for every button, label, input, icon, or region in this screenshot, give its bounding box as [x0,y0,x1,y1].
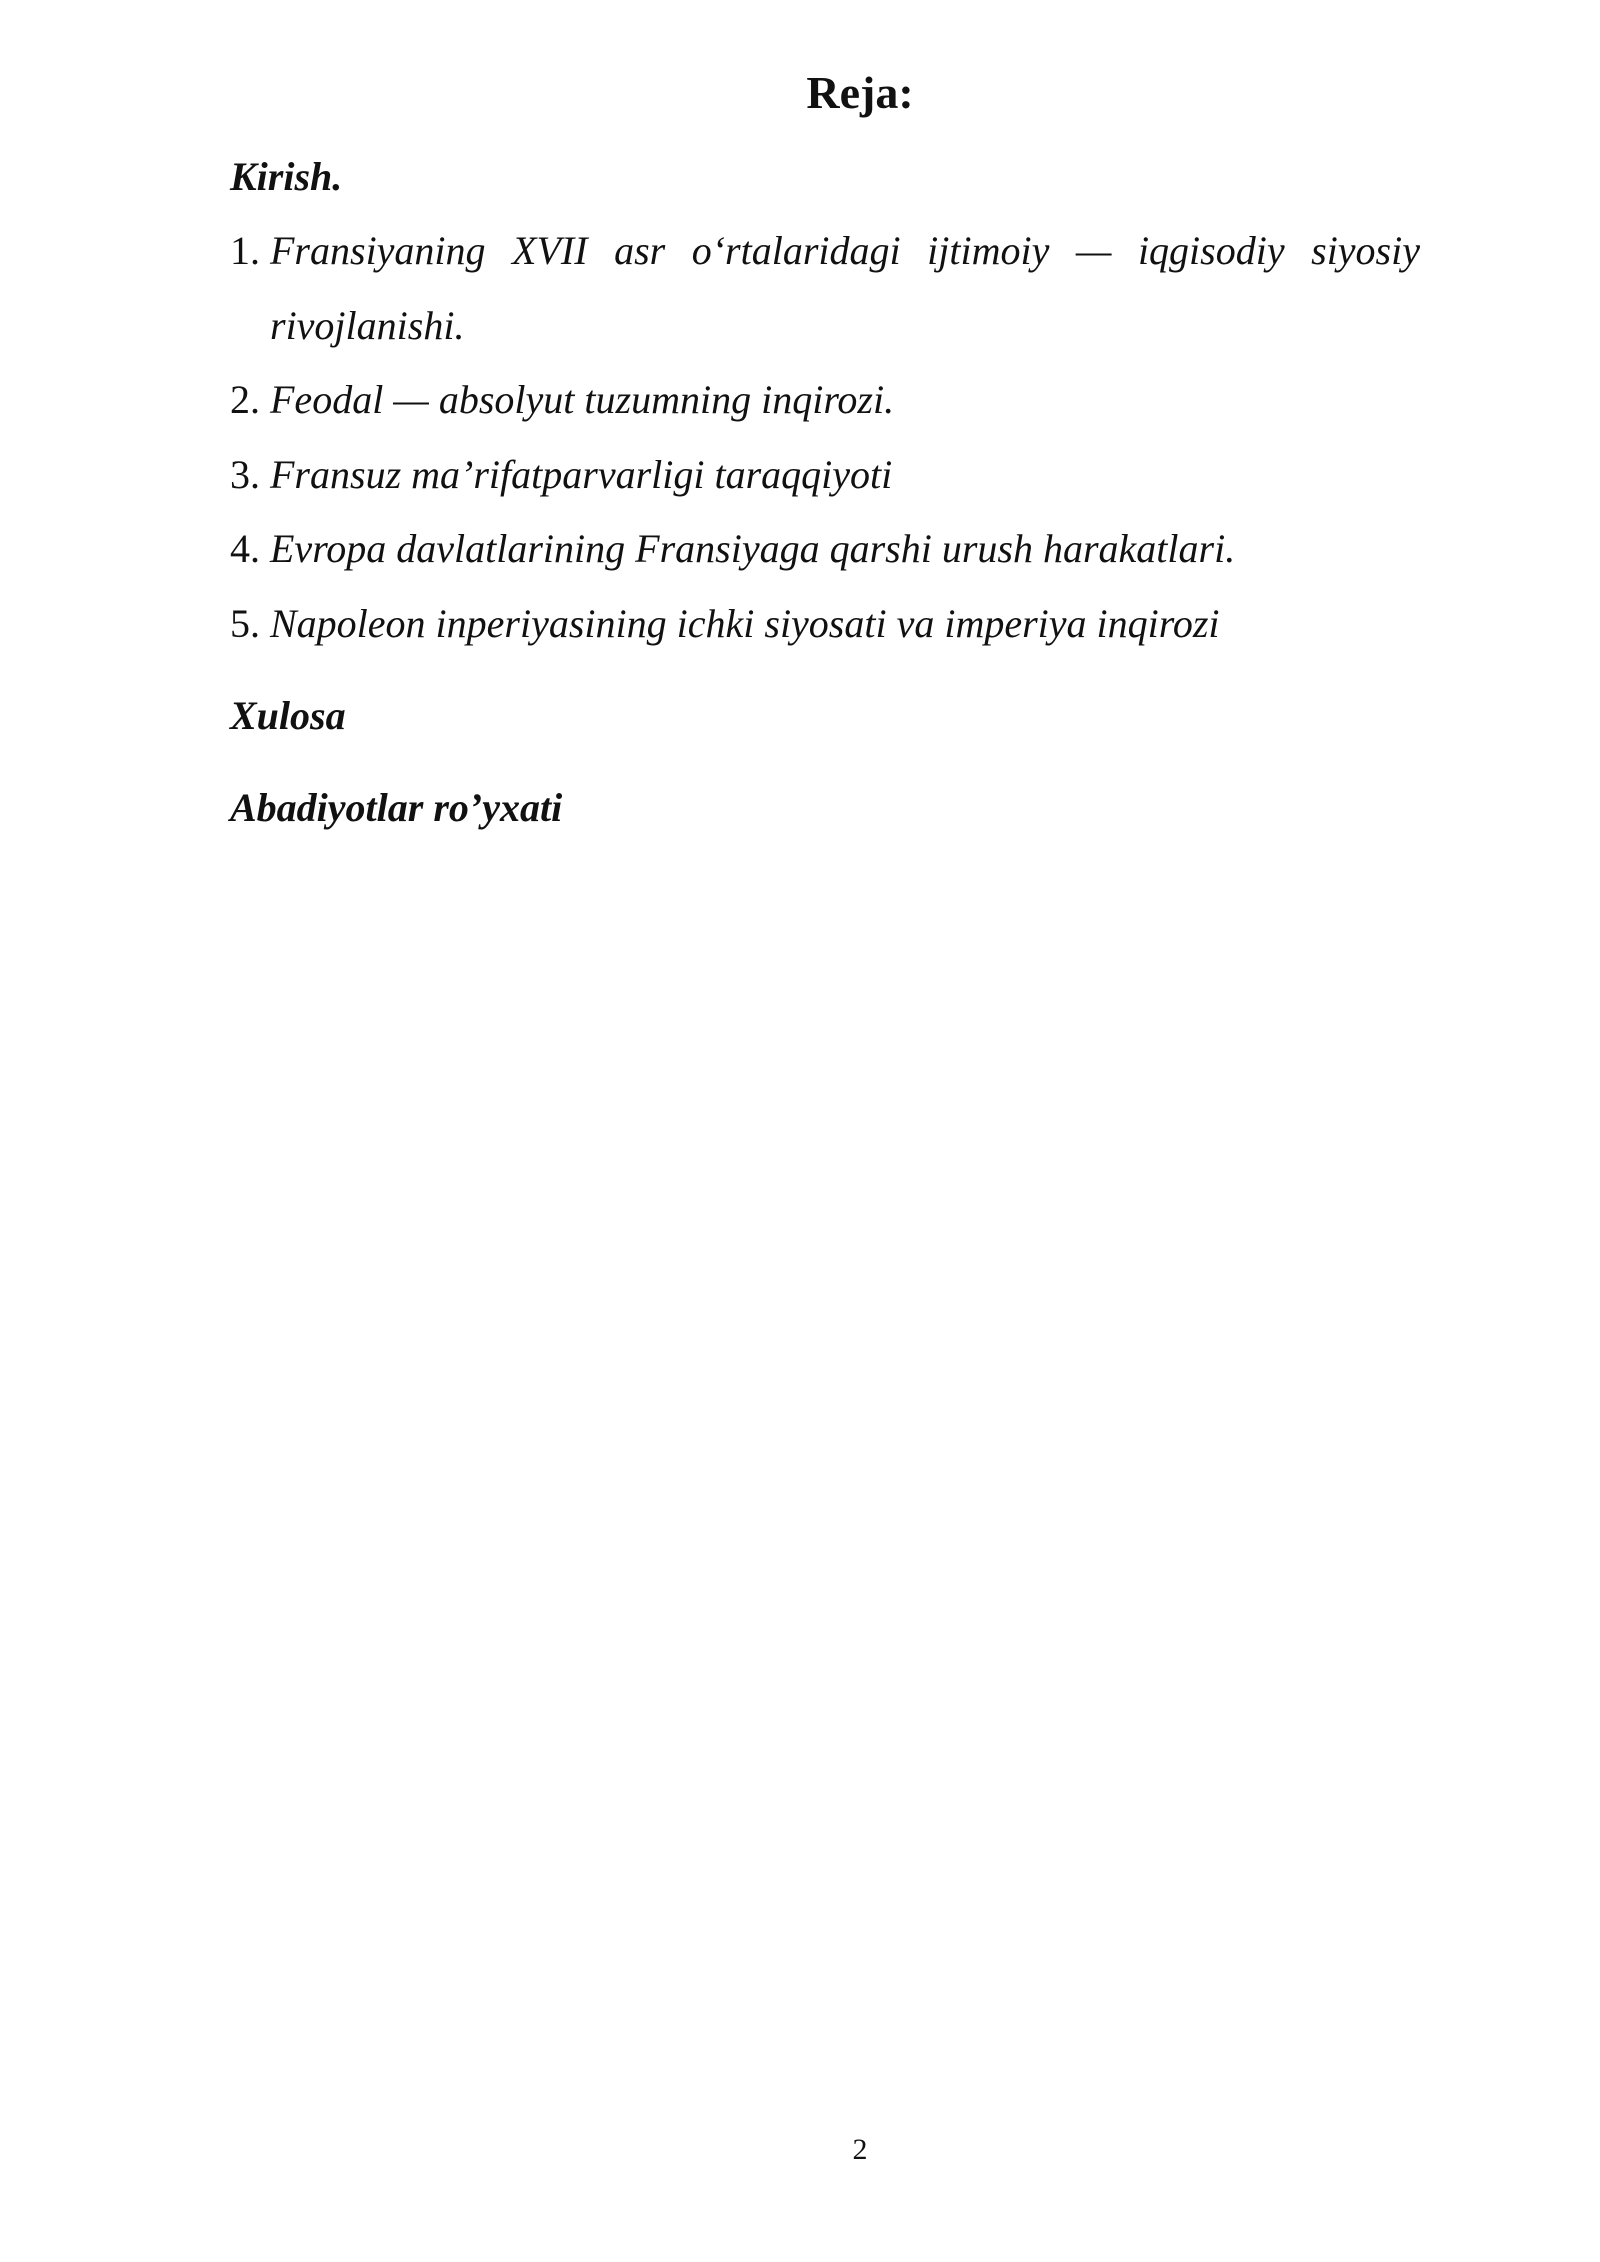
plan-item-number: 3. [230,451,260,497]
plan-item-text: Feodal — absolyut tuzumning inqirozi. [270,377,895,422]
plan-content [230,140,1420,845]
plan-item-text: Napoleon inperiyasining ichki siyosati va imperiya inqirozi [270,600,1220,646]
plan-item-4 [230,512,1420,587]
plan-item-number: 1. [230,228,260,273]
plan-item-1 [230,214,1420,363]
references-heading: Abadiyotlar ro’yxati [230,785,563,830]
plan-item-text: Fransiyaning XVII asr o‘rtalaridagi ijtimoiy — iqgisodiy siyosiy rivojlanishi. [270,228,1420,348]
plan-item-number: 2. [230,377,260,422]
plan-item-2 [230,363,1420,438]
page-title: Reja: [806,67,914,118]
page-number: 2 [852,2133,868,2166]
plan-item-number: 5. [230,600,260,646]
conclusion-heading: Xulosa [230,693,346,738]
plan-item-5 [230,587,1420,662]
intro-heading: Kirish. [230,154,343,199]
plan-item-text: Evropa davlatlarining Fransiyaga qarshi urush harakatlari. [270,526,1236,571]
plan-list [230,214,1420,661]
plan-item-3 [230,438,1420,513]
plan-item-text: Fransuz ma’rifatparvarligi taraqqiyoti [270,451,893,497]
plan-item-number: 4. [230,526,260,571]
